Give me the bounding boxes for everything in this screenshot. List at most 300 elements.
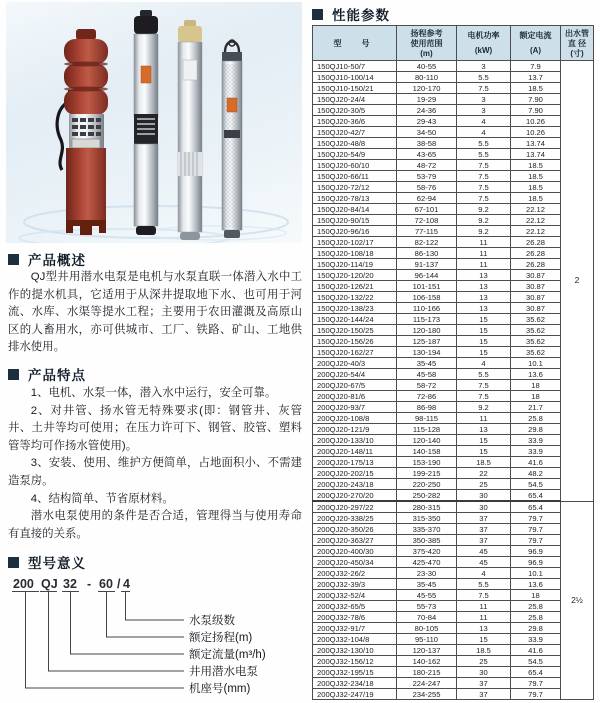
current-cell: 29.8 bbox=[511, 623, 561, 634]
current-cell: 18.5 bbox=[511, 193, 561, 204]
current-cell: 79.7 bbox=[511, 524, 561, 535]
head-range-cell: 35-45 bbox=[397, 579, 457, 590]
label-well-pump: 井用潜水电泵 bbox=[189, 666, 258, 678]
head-range-cell: 115-173 bbox=[397, 314, 457, 325]
current-cell: 7.90 bbox=[511, 94, 561, 105]
current-cell: 33.9 bbox=[511, 435, 561, 446]
model-cell: 150QJ20-138/23 bbox=[313, 303, 397, 314]
model-cell: 200QJ20-350/26 bbox=[313, 524, 397, 535]
label-rated-head: 额定扬程(m) bbox=[189, 632, 253, 644]
right-column bbox=[312, 0, 596, 703]
current-cell: 35.62 bbox=[511, 314, 561, 325]
power-cell: 45 bbox=[457, 557, 511, 568]
model-cell: 200QJ20-202/15 bbox=[313, 468, 397, 479]
current-cell: 10.1 bbox=[511, 358, 561, 369]
overview-body bbox=[8, 269, 302, 357]
model-cell: 200QJ20-133/10 bbox=[313, 435, 397, 446]
model-meaning-heading bbox=[8, 552, 86, 572]
performance-title: 性能参数 bbox=[332, 8, 390, 23]
power-cell: 15 bbox=[457, 347, 511, 358]
head-range-cell: 72-108 bbox=[397, 215, 457, 226]
model-cell: 200QJ32-130/10 bbox=[313, 645, 397, 656]
current-cell: 48.2 bbox=[511, 468, 561, 479]
current-cell: 13.74 bbox=[511, 149, 561, 160]
table-row bbox=[313, 138, 594, 149]
power-cell: 18.5 bbox=[457, 645, 511, 656]
power-cell: 4 bbox=[457, 127, 511, 138]
head-range-cell: 220-250 bbox=[397, 479, 457, 490]
col-header-model bbox=[313, 26, 397, 61]
power-cell: 15 bbox=[457, 336, 511, 347]
table-row bbox=[313, 171, 594, 182]
power-cell: 9.2 bbox=[457, 215, 511, 226]
model-cell: 200QJ20-54/4 bbox=[313, 369, 397, 380]
head-range-cell: 24-36 bbox=[397, 105, 457, 116]
head-range-cell: 29-43 bbox=[397, 116, 457, 127]
overview-heading bbox=[8, 249, 86, 269]
model-cell: 150QJ20-144/24 bbox=[313, 314, 397, 325]
power-cell: 5.5 bbox=[457, 369, 511, 380]
current-cell: 10.26 bbox=[511, 116, 561, 127]
power-cell: 15 bbox=[457, 446, 511, 457]
head-range-cell: 125-187 bbox=[397, 336, 457, 347]
col-header-outlet bbox=[561, 26, 594, 61]
table-row bbox=[313, 546, 594, 557]
model-cell: 200QJ20-243/18 bbox=[313, 479, 397, 490]
features-heading bbox=[8, 364, 86, 384]
code-dash: - bbox=[87, 577, 92, 591]
power-cell: 30 bbox=[457, 667, 511, 678]
power-cell: 7.5 bbox=[457, 193, 511, 204]
table-row bbox=[313, 270, 594, 281]
head-range-cell: 350-385 bbox=[397, 535, 457, 546]
current-cell: 79.7 bbox=[511, 689, 561, 700]
power-cell: 30 bbox=[457, 501, 511, 513]
table-row bbox=[313, 579, 594, 590]
current-cell: 18 bbox=[511, 391, 561, 402]
table-row bbox=[313, 435, 594, 446]
table-row bbox=[313, 204, 594, 215]
power-cell: 13 bbox=[457, 292, 511, 303]
model-cell: 200QJ20-81/6 bbox=[313, 391, 397, 402]
power-cell: 25 bbox=[457, 479, 511, 490]
power-cell: 11 bbox=[457, 237, 511, 248]
head-range-cell: 80-105 bbox=[397, 623, 457, 634]
model-cell: 150QJ20-120/20 bbox=[313, 270, 397, 281]
current-cell: 35.62 bbox=[511, 347, 561, 358]
head-range-cell: 98-115 bbox=[397, 413, 457, 424]
power-cell: 7.5 bbox=[457, 171, 511, 182]
power-cell: 37 bbox=[457, 678, 511, 689]
head-range-cell: 70-84 bbox=[397, 612, 457, 623]
feature-item: 4、结构简单、节省原材料。 bbox=[30, 492, 174, 505]
power-cell: 7.5 bbox=[457, 83, 511, 94]
power-cell: 37 bbox=[457, 513, 511, 524]
current-cell: 10.26 bbox=[511, 127, 561, 138]
head-range-cell: 67-101 bbox=[397, 204, 457, 215]
current-cell: 22.12 bbox=[511, 226, 561, 237]
model-cell: 150QJ20-132/22 bbox=[313, 292, 397, 303]
model-cell: 200QJ32-156/12 bbox=[313, 656, 397, 667]
power-cell: 11 bbox=[457, 248, 511, 259]
table-row bbox=[313, 127, 594, 138]
power-cell: 25 bbox=[457, 656, 511, 667]
col-header-head-unit: (m) bbox=[420, 48, 433, 58]
power-cell: 18.5 bbox=[457, 457, 511, 468]
model-cell: 150QJ20-48/8 bbox=[313, 138, 397, 149]
power-cell: 37 bbox=[457, 524, 511, 535]
table-row bbox=[313, 314, 594, 325]
product-photo bbox=[6, 2, 302, 243]
table-row bbox=[313, 259, 594, 270]
model-cell: 150QJ20-36/6 bbox=[313, 116, 397, 127]
head-range-cell: 96-144 bbox=[397, 270, 457, 281]
table-row bbox=[313, 226, 594, 237]
current-cell: 79.7 bbox=[511, 535, 561, 546]
head-range-cell: 140-158 bbox=[397, 446, 457, 457]
power-cell: 3 bbox=[457, 61, 511, 72]
table-row bbox=[313, 424, 594, 435]
model-cell: 200QJ20-121/9 bbox=[313, 424, 397, 435]
table-row bbox=[313, 557, 594, 568]
power-cell: 4 bbox=[457, 358, 511, 369]
current-cell: 22.12 bbox=[511, 204, 561, 215]
head-range-cell: 45-55 bbox=[397, 590, 457, 601]
power-cell: 13 bbox=[457, 270, 511, 281]
model-cell: 200QJ20-450/34 bbox=[313, 557, 397, 568]
model-cell: 200QJ20-297/22 bbox=[313, 501, 397, 513]
current-cell: 96.9 bbox=[511, 557, 561, 568]
head-range-cell: 106-158 bbox=[397, 292, 457, 303]
current-cell: 54.5 bbox=[511, 656, 561, 667]
col-header-current bbox=[511, 26, 561, 61]
current-cell: 35.62 bbox=[511, 336, 561, 347]
square-bullet-icon bbox=[8, 369, 19, 380]
code-head: 60 bbox=[99, 577, 113, 591]
power-cell: 9.2 bbox=[457, 402, 511, 413]
model-meaning-title: 型号意义 bbox=[28, 556, 86, 571]
model-cell: 150QJ20-84/14 bbox=[313, 204, 397, 215]
table-row bbox=[313, 215, 594, 226]
feature-item: 3、安装、使用、维护方便简单，占地面积小、不需建造泵房。 bbox=[8, 457, 302, 487]
power-cell: 7.5 bbox=[457, 380, 511, 391]
table-row bbox=[313, 479, 594, 490]
table-row bbox=[313, 149, 594, 160]
outlet-diameter-cell: 2½ bbox=[561, 501, 594, 700]
table-row bbox=[313, 468, 594, 479]
power-cell: 37 bbox=[457, 535, 511, 546]
col-header-current-line: 额定电流 bbox=[519, 31, 552, 40]
current-cell: 30.87 bbox=[511, 270, 561, 281]
head-range-cell: 250-282 bbox=[397, 490, 457, 502]
head-range-cell: 34-50 bbox=[397, 127, 457, 138]
code-slash: / bbox=[117, 577, 121, 591]
col-header-outlet-line: 出水管 bbox=[565, 28, 589, 38]
power-cell: 5.5 bbox=[457, 138, 511, 149]
head-range-cell: 77-115 bbox=[397, 226, 457, 237]
table-row bbox=[313, 83, 594, 94]
current-cell: 41.6 bbox=[511, 645, 561, 656]
current-cell: 35.62 bbox=[511, 325, 561, 336]
power-cell: 15 bbox=[457, 325, 511, 336]
table-row bbox=[313, 358, 594, 369]
model-cell: 200QJ32-91/7 bbox=[313, 623, 397, 634]
current-cell: 18.5 bbox=[511, 83, 561, 94]
col-header-head-range bbox=[397, 26, 457, 61]
head-range-cell: 95-110 bbox=[397, 634, 457, 645]
power-cell: 5.5 bbox=[457, 149, 511, 160]
current-cell: 18.5 bbox=[511, 182, 561, 193]
current-cell: 65.4 bbox=[511, 667, 561, 678]
table-row bbox=[313, 656, 594, 667]
head-range-cell: 140-162 bbox=[397, 656, 457, 667]
square-bullet-icon bbox=[8, 557, 19, 568]
code-flow: 32 bbox=[63, 577, 77, 591]
head-range-cell: 53-79 bbox=[397, 171, 457, 182]
model-cell: 150QJ20-42/7 bbox=[313, 127, 397, 138]
power-cell: 7.5 bbox=[457, 182, 511, 193]
table-row bbox=[313, 391, 594, 402]
head-range-cell: 82-122 bbox=[397, 237, 457, 248]
head-range-cell: 58-72 bbox=[397, 380, 457, 391]
model-cell: 200QJ32-234/18 bbox=[313, 678, 397, 689]
col-header-head-line: 扬程参考 bbox=[410, 28, 443, 38]
table-row bbox=[313, 524, 594, 535]
power-cell: 7.5 bbox=[457, 160, 511, 171]
head-range-cell: 72-86 bbox=[397, 391, 457, 402]
current-cell: 18.5 bbox=[511, 160, 561, 171]
current-cell: 79.7 bbox=[511, 513, 561, 524]
current-cell: 26.28 bbox=[511, 237, 561, 248]
current-cell: 41.6 bbox=[511, 457, 561, 468]
table-row bbox=[313, 336, 594, 347]
power-cell: 5.5 bbox=[457, 579, 511, 590]
table-row bbox=[313, 645, 594, 656]
current-cell: 25.8 bbox=[511, 612, 561, 623]
head-range-cell: 120-137 bbox=[397, 645, 457, 656]
table-row bbox=[313, 634, 594, 645]
power-cell: 11 bbox=[457, 413, 511, 424]
head-range-cell: 199-215 bbox=[397, 468, 457, 479]
current-cell: 30.87 bbox=[511, 303, 561, 314]
features-body bbox=[8, 385, 302, 543]
table-row bbox=[313, 380, 594, 391]
head-range-cell: 55-73 bbox=[397, 601, 457, 612]
model-cell: 200QJ32-104/8 bbox=[313, 634, 397, 645]
head-range-cell: 224-247 bbox=[397, 678, 457, 689]
model-cell: 200QJ20-148/11 bbox=[313, 446, 397, 457]
current-cell: 79.7 bbox=[511, 678, 561, 689]
current-cell: 10.1 bbox=[511, 568, 561, 579]
table-row bbox=[313, 501, 594, 513]
current-cell: 26.28 bbox=[511, 259, 561, 270]
col-header-outlet-unit: (寸) bbox=[570, 48, 584, 58]
performance-heading bbox=[312, 4, 390, 24]
table-row bbox=[313, 513, 594, 524]
model-cell: 150QJ20-96/16 bbox=[313, 226, 397, 237]
features-note: 潜水电泵使用的条件是否合适，管理得当与使用寿命有直接的关系。 bbox=[8, 510, 302, 540]
table-row bbox=[313, 623, 594, 634]
model-cell: 200QJ20-93/7 bbox=[313, 402, 397, 413]
code-frame-size: 200 bbox=[13, 577, 34, 591]
table-row bbox=[313, 535, 594, 546]
table-row bbox=[313, 325, 594, 336]
power-cell: 3 bbox=[457, 94, 511, 105]
current-cell: 29.8 bbox=[511, 424, 561, 435]
overview-title: 产品概述 bbox=[28, 253, 86, 268]
power-cell: 3 bbox=[457, 105, 511, 116]
power-cell: 11 bbox=[457, 612, 511, 623]
current-cell: 22.12 bbox=[511, 215, 561, 226]
current-cell: 18 bbox=[511, 380, 561, 391]
table-row bbox=[313, 72, 594, 83]
current-cell: 54.5 bbox=[511, 479, 561, 490]
pump-slim-mesh bbox=[222, 40, 242, 238]
head-range-cell: 234-255 bbox=[397, 689, 457, 700]
table-row bbox=[313, 61, 594, 72]
head-range-cell: 45-58 bbox=[397, 369, 457, 380]
head-range-cell: 110-166 bbox=[397, 303, 457, 314]
table-row bbox=[313, 160, 594, 171]
head-range-cell: 101-151 bbox=[397, 281, 457, 292]
model-cell: 150QJ20-54/9 bbox=[313, 149, 397, 160]
current-cell: 21.7 bbox=[511, 402, 561, 413]
head-range-cell: 62-94 bbox=[397, 193, 457, 204]
model-cell: 200QJ32-26/2 bbox=[313, 568, 397, 579]
current-cell: 13.7 bbox=[511, 72, 561, 83]
head-range-cell: 130-194 bbox=[397, 347, 457, 358]
table-row bbox=[313, 457, 594, 468]
table-row bbox=[313, 601, 594, 612]
power-cell: 5.5 bbox=[457, 72, 511, 83]
model-cell: 200QJ20-400/30 bbox=[313, 546, 397, 557]
table-row bbox=[313, 248, 594, 259]
power-cell: 15 bbox=[457, 634, 511, 645]
table-row bbox=[313, 94, 594, 105]
head-range-cell: 19-29 bbox=[397, 94, 457, 105]
power-cell: 13 bbox=[457, 424, 511, 435]
head-range-cell: 80-110 bbox=[397, 72, 457, 83]
table-row bbox=[313, 413, 594, 424]
table-header-row bbox=[313, 26, 594, 61]
features-title: 产品特点 bbox=[28, 368, 86, 383]
head-range-cell: 120-170 bbox=[397, 83, 457, 94]
feature-item: 1、电机、水泵一体，潜入水中运行，安全可靠。 bbox=[30, 387, 277, 399]
power-cell: 15 bbox=[457, 314, 511, 325]
table-row bbox=[313, 105, 594, 116]
col-header-current-unit: (A) bbox=[529, 46, 542, 55]
power-cell: 11 bbox=[457, 601, 511, 612]
table-row bbox=[313, 116, 594, 127]
head-range-cell: 425-470 bbox=[397, 557, 457, 568]
power-cell: 37 bbox=[457, 689, 511, 700]
head-range-cell: 315-350 bbox=[397, 513, 457, 524]
model-cell: 150QJ10-50/7 bbox=[313, 61, 397, 72]
head-range-cell: 86-98 bbox=[397, 402, 457, 413]
model-cell: 150QJ20-60/10 bbox=[313, 160, 397, 171]
table-row bbox=[313, 402, 594, 413]
diagram-lines bbox=[12, 592, 184, 689]
power-cell: 7.5 bbox=[457, 590, 511, 601]
table-row bbox=[313, 667, 594, 678]
power-cell: 45 bbox=[457, 546, 511, 557]
power-cell: 11 bbox=[457, 259, 511, 270]
current-cell: 13.74 bbox=[511, 138, 561, 149]
pump-stainless-black-cap bbox=[134, 10, 158, 235]
current-cell: 65.4 bbox=[511, 501, 561, 513]
table-row bbox=[313, 369, 594, 380]
label-rated-flow: 额定流量(m³/h) bbox=[189, 649, 266, 661]
outlet-diameter-cell: 2 bbox=[561, 61, 594, 502]
overview-paragraph: QJ型井用潜水电泵是电机与水泵直联一体潜入水中工作的提水机具，它适用于从深井提取地下水、也可用于河流、水库、水渠等提水工程；主要用于农田灌溉及高原山区的人畜用水，亦可供城市、工厂、铁路、矿山、工地供排水使用。 bbox=[8, 271, 302, 354]
col-header-power bbox=[457, 26, 511, 61]
current-cell: 13.6 bbox=[511, 579, 561, 590]
model-cell: 150QJ10-100/14 bbox=[313, 72, 397, 83]
table-row bbox=[313, 303, 594, 314]
model-cell: 200QJ20-270/20 bbox=[313, 490, 397, 502]
head-range-cell: 40-55 bbox=[397, 61, 457, 72]
table-row bbox=[313, 292, 594, 303]
head-range-cell: 91-137 bbox=[397, 259, 457, 270]
model-cell: 200QJ32-195/15 bbox=[313, 667, 397, 678]
model-cell: 150QJ20-78/13 bbox=[313, 193, 397, 204]
power-cell: 30 bbox=[457, 490, 511, 502]
head-range-cell: 375-420 bbox=[397, 546, 457, 557]
head-range-cell: 43-65 bbox=[397, 149, 457, 160]
diagram-labels bbox=[189, 613, 266, 695]
power-cell: 13 bbox=[457, 623, 511, 634]
head-range-cell: 335-370 bbox=[397, 524, 457, 535]
left-column bbox=[6, 0, 306, 703]
table-row bbox=[313, 182, 594, 193]
table-row bbox=[313, 446, 594, 457]
table-row bbox=[313, 568, 594, 579]
current-cell: 7.90 bbox=[511, 105, 561, 116]
head-range-cell: 35-45 bbox=[397, 358, 457, 369]
current-cell: 33.9 bbox=[511, 634, 561, 645]
current-cell: 26.28 bbox=[511, 248, 561, 259]
table-row bbox=[313, 612, 594, 623]
model-cell: 200QJ32-78/6 bbox=[313, 612, 397, 623]
table-row bbox=[313, 590, 594, 601]
head-range-cell: 38-58 bbox=[397, 138, 457, 149]
head-range-cell: 115-128 bbox=[397, 424, 457, 435]
model-cell: 150QJ20-156/26 bbox=[313, 336, 397, 347]
current-cell: 18.5 bbox=[511, 171, 561, 182]
model-cell: 150QJ20-72/12 bbox=[313, 182, 397, 193]
model-cell: 200QJ20-338/25 bbox=[313, 513, 397, 524]
current-cell: 30.87 bbox=[511, 292, 561, 303]
current-cell: 18 bbox=[511, 590, 561, 601]
model-cell: 200QJ20-363/27 bbox=[313, 535, 397, 546]
model-cell: 150QJ20-114/19 bbox=[313, 259, 397, 270]
col-header-power-line: 电机功率 bbox=[467, 31, 500, 40]
head-range-cell: 23-30 bbox=[397, 568, 457, 579]
head-range-cell: 120-140 bbox=[397, 435, 457, 446]
model-cell: 150QJ20-66/11 bbox=[313, 171, 397, 182]
col-header-power-unit: (kW) bbox=[474, 46, 493, 55]
current-cell: 30.87 bbox=[511, 281, 561, 292]
table-row bbox=[313, 347, 594, 358]
power-cell: 13 bbox=[457, 303, 511, 314]
model-meaning-diagram bbox=[8, 576, 300, 702]
model-cell: 200QJ20-40/3 bbox=[313, 358, 397, 369]
head-range-cell: 153-190 bbox=[397, 457, 457, 468]
power-cell: 4 bbox=[457, 116, 511, 127]
head-range-cell: 180-215 bbox=[397, 667, 457, 678]
head-range-cell: 86-130 bbox=[397, 248, 457, 259]
model-code bbox=[13, 577, 130, 591]
